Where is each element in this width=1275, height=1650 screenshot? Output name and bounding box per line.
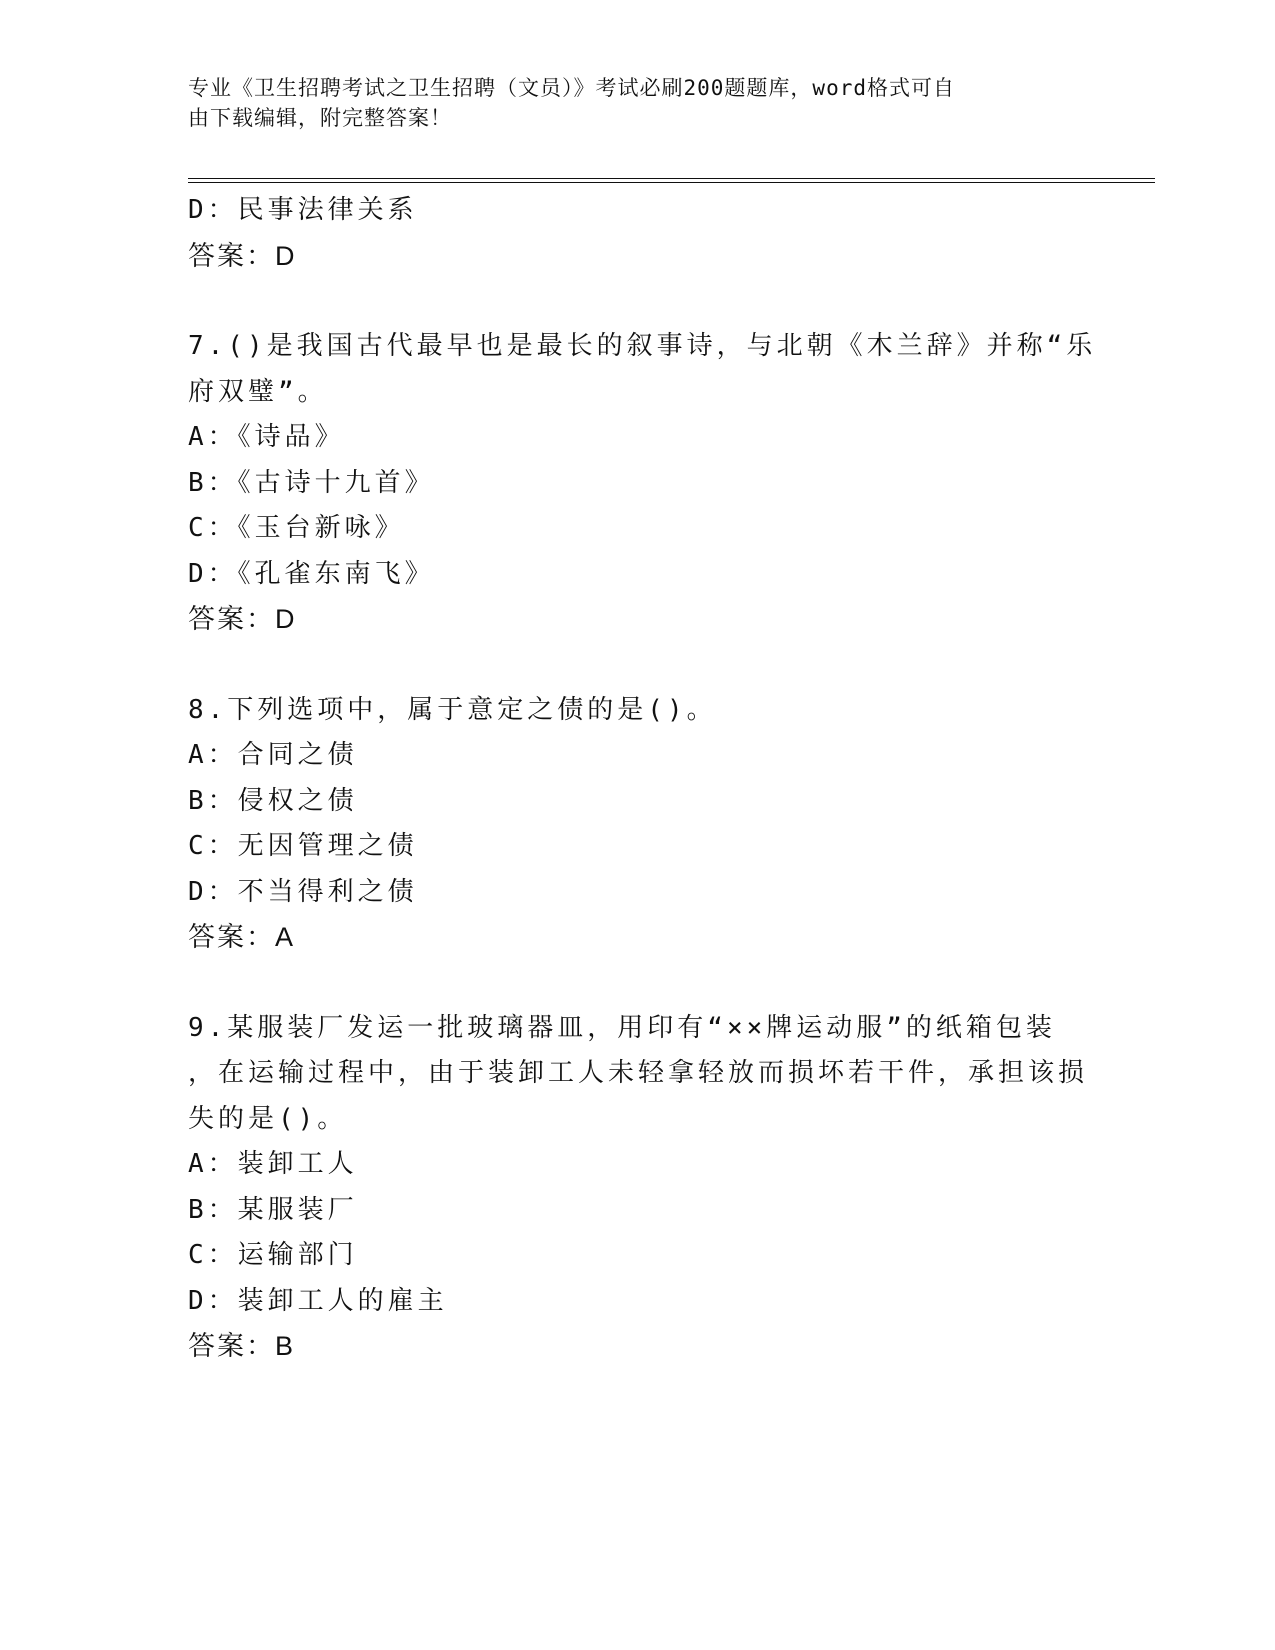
answer-line: 答案：D (188, 240, 297, 271)
option-c: C：《玉台新咏》 (188, 513, 405, 543)
previous-question-tail (188, 188, 1078, 279)
header-line-2: 由下载编辑，附完整答案！ (188, 106, 452, 130)
header-divider (188, 178, 1155, 183)
option-d: D：装卸工人的雇主 (188, 1285, 448, 1316)
document-header (188, 73, 1068, 133)
answer-line: 答案：D (188, 604, 297, 634)
option-d: D：民事法律关系 (188, 195, 418, 225)
question-8 (188, 688, 1078, 961)
question-stem-line: ，在运输过程中，由于装卸工人未轻拿轻放而损坏若干件，承担该损 (188, 1058, 1089, 1088)
question-stem-line: 失的是()。 (188, 1103, 348, 1134)
option-d: D：不当得利之债 (188, 876, 418, 907)
option-a: A：装卸工人 (188, 1149, 358, 1179)
option-d: D：《孔雀东南飞》 (188, 558, 435, 589)
option-c: C：运输部门 (188, 1240, 358, 1270)
option-c: C：无因管理之债 (188, 831, 418, 861)
option-a: A：《诗品》 (188, 422, 345, 452)
question-list (188, 188, 1097, 1370)
header-line-1: 专业《卫生招聘考试之卫生招聘（文员）》考试必刷200题题库，word格式可自 (188, 76, 955, 100)
option-a: A：合同之债 (188, 740, 358, 770)
option-b: B：侵权之债 (188, 785, 358, 816)
question-stem-line: 府双璧”。 (188, 376, 328, 407)
question-stem-line: 8.下列选项中，属于意定之债的是()。 (188, 694, 717, 725)
question-9 (188, 1006, 1089, 1370)
answer-line: 答案：B (188, 1331, 296, 1361)
answer-line: 答案：A (188, 922, 296, 952)
question-stem-line: 9.某服装厂发运一批玻璃器皿，用印有“××牌运动服”的纸箱包装 (188, 1012, 1056, 1043)
question-stem-line: 7.()是我国古代最早也是最长的叙事诗，与北朝《木兰辞》并称“乐 (188, 331, 1097, 361)
option-b: B：某服装厂 (188, 1194, 358, 1225)
option-b: B：《古诗十九首》 (188, 467, 435, 498)
question-7 (188, 324, 1097, 643)
